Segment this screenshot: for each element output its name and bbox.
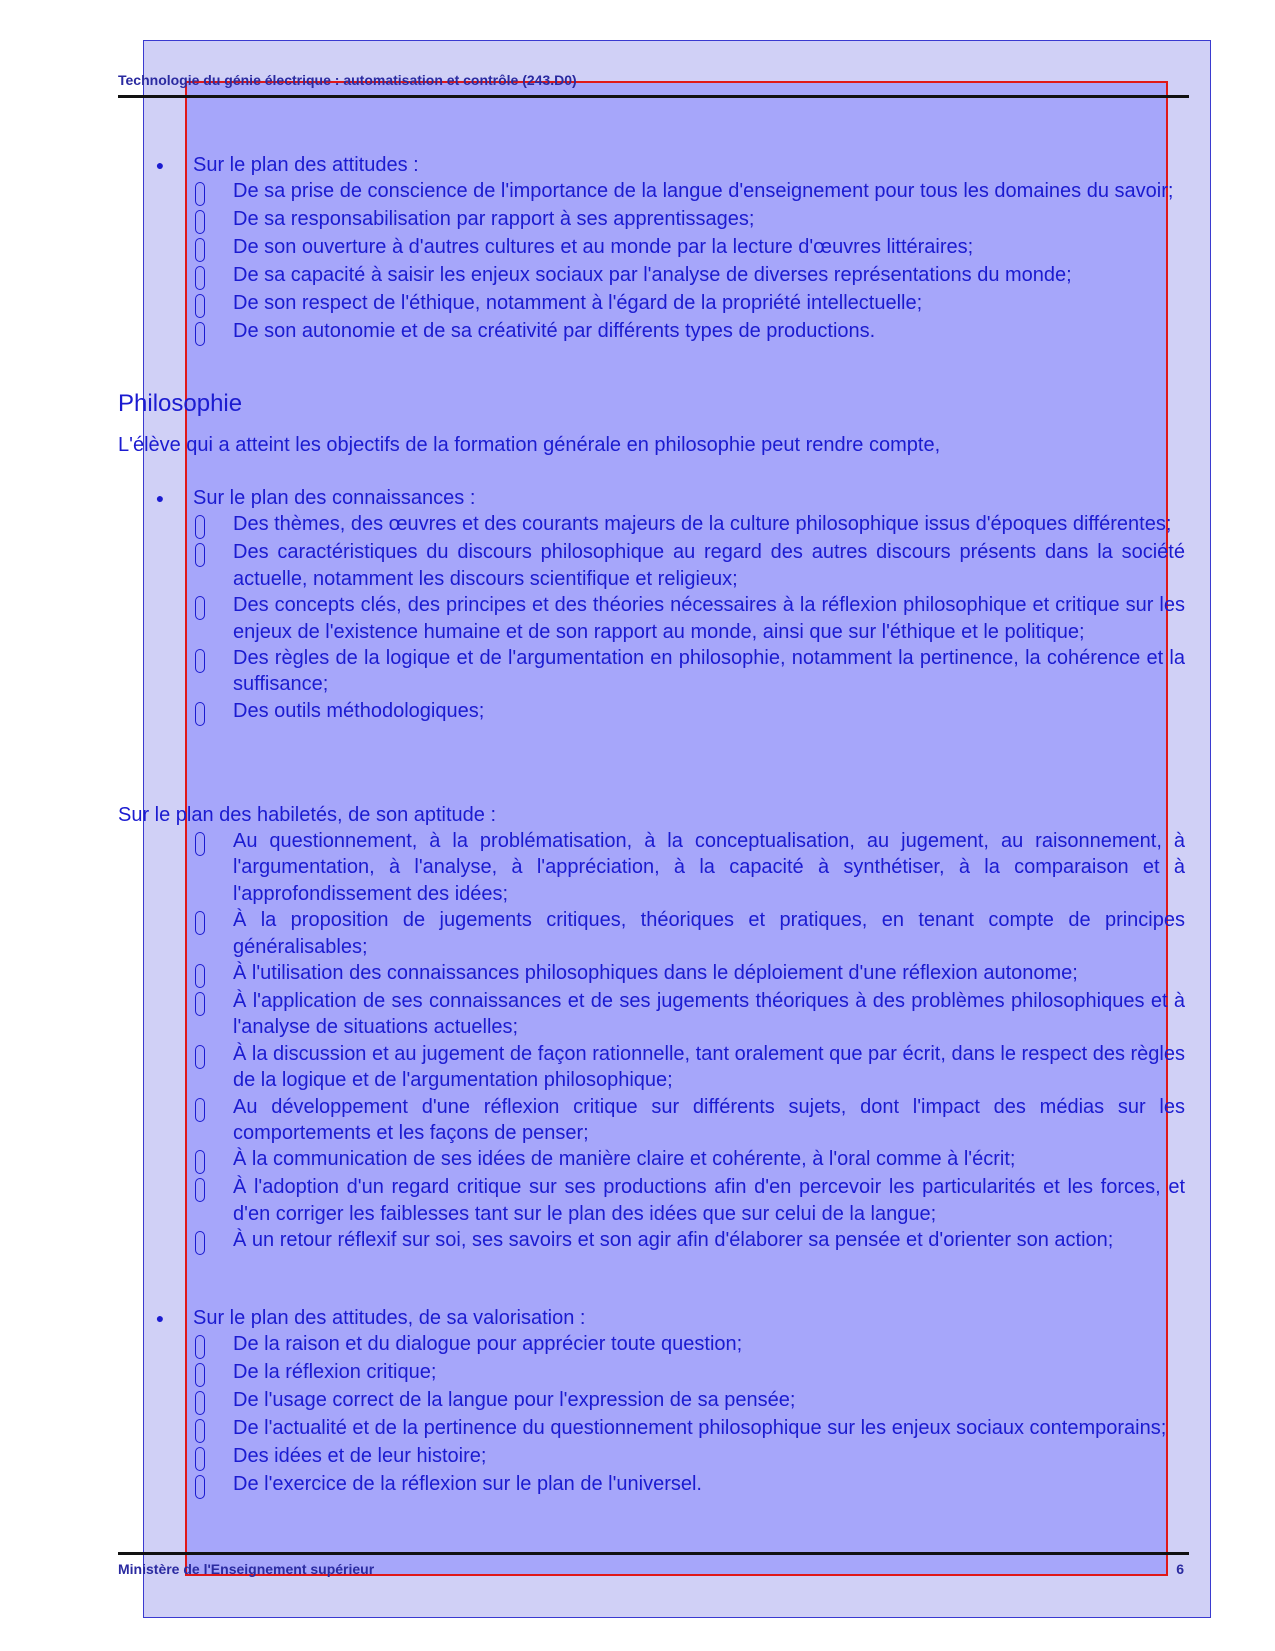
circle-bullet-icon <box>195 649 205 673</box>
section-title-philosophie: Philosophie <box>118 390 243 417</box>
list-item: De l'exercice de la réflexion sur le plan de l'universel. <box>195 1471 1185 1499</box>
circle-bullet-icon <box>195 1178 205 1202</box>
list-item: À la discussion et au jugement de façon rationnelle, tant oralement que par écrit, dans le respect des règles de la logique et de l'argumentation philosophique; <box>195 1041 1185 1094</box>
circle-bullet-icon <box>195 596 205 620</box>
connaissances-heading: Sur le plan des connaissances : <box>193 487 476 509</box>
list-item: Des thèmes, des œuvres et des courants majeurs de la culture philosophique issus d'époques différentes; <box>195 511 1185 539</box>
attitudes-top-heading: Sur le plan des attitudes : <box>193 154 419 176</box>
list-item: Au questionnement, à la problématisation, à la conceptualisation, au jugement, au raisonnement, à l'argumentation, à l'analyse, à l'appréciation, à la capacité à synthétiser, à la comparaison et à l'approfondissement des idées; <box>195 828 1185 907</box>
list-item: De la raison et du dialogue pour apprécier toute question; <box>195 1331 1185 1359</box>
list-item: À l'utilisation des connaissances philosophiques dans le déploiement d'une réflexion autonome; <box>195 960 1185 988</box>
attitudes-top-heading-row <box>155 152 1185 178</box>
circle-bullet-icon <box>195 1475 205 1499</box>
attitudes-top-section <box>155 152 1185 346</box>
header-rule <box>118 95 1189 98</box>
list-item: De son autonomie et de sa créativité par différents types de productions. <box>195 318 1185 346</box>
list-item: À la communication de ses idées de manière claire et cohérente, à l'oral comme à l'écrit; <box>195 1146 1185 1174</box>
list-item: Des idées et de leur histoire; <box>195 1443 1185 1471</box>
connaissances-list <box>155 511 1185 725</box>
philosophie-intro: L'élève qui a atteint les objectifs de la formation générale en philosophie peut rendre compte, <box>118 434 941 456</box>
circle-bullet-icon <box>195 210 205 234</box>
circle-bullet-icon <box>195 1363 205 1387</box>
footer-ministry: Ministère de l'Enseignement supérieur <box>118 1561 375 1577</box>
list-item: Des règles de la logique et de l'argumentation en philosophie, notamment la pertinence, la cohérence et la suffisance; <box>195 645 1185 698</box>
list-item: À l'adoption d'un regard critique sur ses productions afin d'en percevoir les particularités et les forces, et d'en corriger les faiblesses tant sur le plan des idées que sur celui de la langue; <box>195 1174 1185 1227</box>
list-item: Des concepts clés, des principes et des théories nécessaires à la réflexion philosophique et critique sur les enjeux de l'existence humaine et de son rapport au monde, ainsi que sur l'éthique et le politique; <box>195 592 1185 645</box>
circle-bullet-icon <box>195 543 205 567</box>
list-item: À un retour réflexif sur soi, ses savoirs et son agir afin d'élaborer sa pensée et d'orienter son action; <box>195 1227 1185 1255</box>
connaissances-section <box>155 485 1185 726</box>
list-item: À l'application de ses connaissances et de ses jugements théoriques à des problèmes philosophiques et à l'analyse de situations actuelles; <box>195 988 1185 1041</box>
circle-bullet-icon <box>195 1098 205 1122</box>
list-item: De sa prise de conscience de l'importance de la langue d'enseignement pour tous les domaines du savoir; <box>195 178 1185 206</box>
attitudes-section <box>155 1305 1185 1499</box>
list-item: De sa responsabilisation par rapport à ses apprentissages; <box>195 206 1185 234</box>
footer-rule <box>118 1552 1189 1555</box>
circle-bullet-icon <box>195 1447 205 1471</box>
circle-bullet-icon <box>195 1391 205 1415</box>
attitudes-heading-row <box>155 1305 1185 1331</box>
list-item: Des outils méthodologiques; <box>195 698 1185 726</box>
list-item: Des caractéristiques du discours philosophique au regard des autres discours présents dans la société actuelle, notamment les discours scientifique et religieux; <box>195 539 1185 592</box>
list-item: À la proposition de jugements critiques, théoriques et pratiques, en tenant compte de principes généralisables; <box>195 907 1185 960</box>
circle-bullet-icon <box>195 322 205 346</box>
list-item: De la réflexion critique; <box>195 1359 1185 1387</box>
circle-bullet-icon <box>195 702 205 726</box>
circle-bullet-icon <box>195 266 205 290</box>
circle-bullet-icon <box>195 1419 205 1443</box>
attitudes-heading: Sur le plan des attitudes, de sa valorisation : <box>193 1307 586 1329</box>
list-item: Au développement d'une réflexion critique sur différents sujets, dont l'impact des médias sur les comportements et les façons de penser; <box>195 1094 1185 1147</box>
attitudes-top-list <box>155 178 1185 346</box>
circle-bullet-icon <box>195 1150 205 1174</box>
list-item: De l'usage correct de la langue pour l'expression de sa pensée; <box>195 1387 1185 1415</box>
circle-bullet-icon <box>195 964 205 988</box>
bullet-icon: ● <box>155 490 165 506</box>
habiletes-heading: Sur le plan des habiletés, de son aptitude : <box>118 804 497 826</box>
list-item: De sa capacité à saisir les enjeux sociaux par l'analyse de diverses représentations du monde; <box>195 262 1185 290</box>
circle-bullet-icon <box>195 832 205 856</box>
circle-bullet-icon <box>195 992 205 1016</box>
circle-bullet-icon <box>195 1335 205 1359</box>
circle-bullet-icon <box>195 182 205 206</box>
circle-bullet-icon <box>195 1045 205 1069</box>
bullet-icon: ● <box>155 157 165 173</box>
attitudes-list <box>155 1331 1185 1499</box>
circle-bullet-icon <box>195 1231 205 1255</box>
list-item: De son respect de l'éthique, notamment à l'égard de la propriété intellectuelle; <box>195 290 1185 318</box>
circle-bullet-icon <box>195 515 205 539</box>
list-item: De son ouverture à d'autres cultures et au monde par la lecture d'œuvres littéraires; <box>195 234 1185 262</box>
page-footer <box>118 1561 1184 1577</box>
circle-bullet-icon <box>195 238 205 262</box>
bullet-icon: ● <box>155 1310 165 1326</box>
page-number: 6 <box>1176 1561 1184 1577</box>
connaissances-heading-row <box>155 485 1185 511</box>
habiletes-section <box>155 828 1185 1255</box>
circle-bullet-icon <box>195 294 205 318</box>
page-header: Technologie du génie électrique : automatisation et contrôle (243.D0) <box>118 72 577 88</box>
list-item: De l'actualité et de la pertinence du questionnement philosophique sur les enjeux sociaux contemporains; <box>195 1415 1185 1443</box>
habiletes-list <box>155 828 1185 1255</box>
circle-bullet-icon <box>195 911 205 935</box>
